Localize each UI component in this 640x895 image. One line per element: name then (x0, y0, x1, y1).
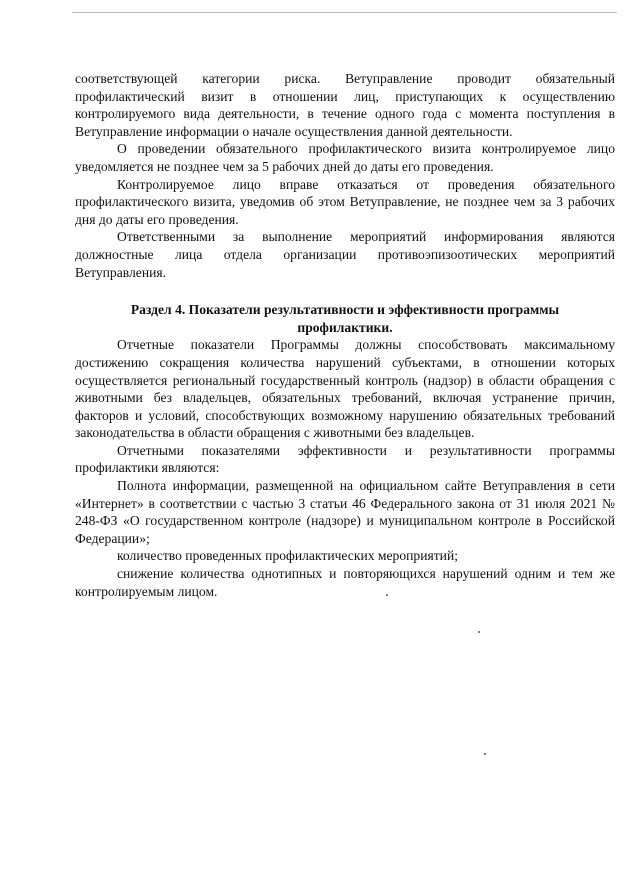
paragraph-visit-notice: О проведении обязательного профилактического визита контролируемое лицо уведомляется не позднее чем за 5 рабочих дней до даты его проведения. (75, 141, 615, 174)
paragraph-continuation: соответствующей категории риска. Ветуправление проводит обязательный профилактический визит в отношении лиц, приступающих к осуществлению контролируемого вида деятельности, в течение одного года с момента поступления в Ветуправление информации о начале осуществления данной деятельности. (75, 71, 615, 139)
paragraph-indicators-intro: Отчетными показателями эффективности и результативности программы профилактики являются: (75, 442, 615, 476)
top-rule (72, 12, 617, 13)
scan-speck (386, 594, 388, 596)
scan-speck (484, 753, 486, 755)
scan-speck (478, 631, 480, 633)
paragraph-indicator-reduction: снижение количества однотипных и повторяющихся нарушений одним и тем же контролируемым лицом. (75, 566, 615, 599)
paragraph-responsible-persons: Ответственными за выполнение мероприятий информирования являются должностные лица отдела организации противоэпизоотических мероприятий Ветуправления. (75, 229, 615, 280)
paragraph-indicator-count: количество проведенных профилактических мероприятий; (117, 548, 459, 564)
section-heading: Раздел 4. Показатели результативности и эффективности программы профилактики. (130, 302, 560, 335)
paragraph-indicator-completeness: Полнота информации, размещенной на официальном сайте Ветуправления в сети «Интернет» в соответствии с частью 3 статьи 46 Федерального закона от 31 июля 2021 № 248-ФЗ «О государственном контроле (надзоре) и муниципальном контроле в Российской Федерации»; (75, 478, 615, 546)
paragraph-reporting-indicators: Отчетные показатели Программы должны способствовать максимальному достижению сокращения количества нарушений субъектами, в отношении которых осуществляется региональный государственный контроль (надзор) в области обращения с животными без владельцев, обязательных требований, включая устранение причин, факторов и условий, способствующих возможному нарушению обязательных требований законодательства в области обращения с животными без владельцев. (75, 337, 615, 441)
paragraph-visit-refusal: Контролируемое лицо вправе отказаться от проведения обязательного профилактического визита, уведомив об этом Ветуправление, не позднее чем за 3 рабочих дня до даты его проведения. (75, 176, 615, 227)
document-body (75, 70, 615, 600)
